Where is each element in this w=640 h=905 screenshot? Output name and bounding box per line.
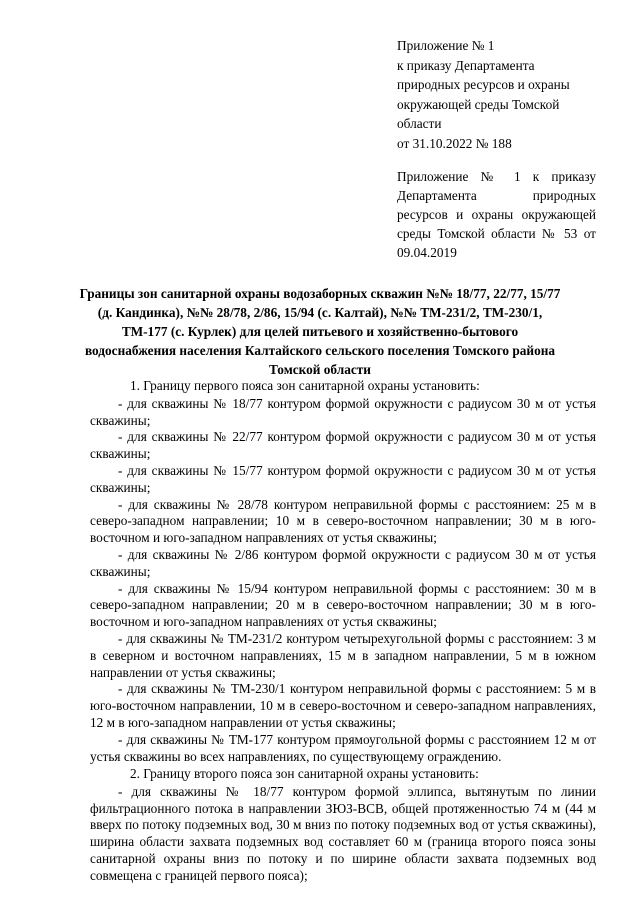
- list-item: - для скважины № 22/77 контуром формой окружности с радиусом 30 м от устья скважины;: [90, 429, 596, 462]
- appendix-line: Приложение № 1: [397, 38, 495, 53]
- appendix-previous: Приложение № 1 к приказу Департамента природных ресурсов и охраны окружающей среды Томской области № 53 от 09.04.2019: [397, 169, 596, 260]
- appendix-line: к приказу Департамента: [397, 57, 535, 73]
- appendix-line: от 31.10.2022 № 188: [397, 135, 512, 151]
- document-title: Границы зон санитарной охраны водозаборных скважин №№ 18/77, 22/77, 15/77 (д. Кандинка), №№ 28/78, 2/86, 15/94 (с. Калтай), №№ ТМ-231/2, ТМ-230/1, ТМ-177 (с. Курлек) для целей питьевого и хозяйственно-бытового водоснабжения населения Калтайского сельского поселения Томского района Томской области: [79, 286, 561, 377]
- section-heading: 2. Границу второго пояса зон санитарной охраны установить:: [130, 766, 479, 781]
- list-item: - для скважины № ТМ-230/1 контуром неправильной формы с расстоянием: 5 м в юго-восточном направлении, 10 м в северо-восточном и северо-западном направлениях, 12 м в юго-западном направлении от устья скважины;: [90, 681, 596, 730]
- list-item: - для скважины № 28/78 контуром неправильной формы с расстоянием: 25 м в северо-западном направлении; 10 м в северо-восточном направлении; 30 м в юго-восточном и юго-западном направлениях от устья скважины;: [90, 496, 596, 546]
- appendix-line: области: [397, 116, 442, 131]
- list-item: - для скважины № 18/77 контуром формой окружности с радиусом 30 м от устья скважины;: [90, 395, 596, 428]
- section-heading: 1. Границу первого пояса зон санитарной охраны установить:: [130, 378, 480, 393]
- list-item: - для скважины № ТМ-231/2 контуром четырехугольной формы с расстоянием: 3 м в северном и восточном направлениях, 15 м в западном направлении, 5 м в южном направлении от устья скважины;: [90, 630, 596, 680]
- appendix-current: [397, 36, 597, 153]
- list-item: - для скважины № 15/77 контуром формой окружности с радиусом 30 м от устья скважины;: [90, 462, 596, 495]
- list-item: - для скважины № 15/94 контуром неправильной формы с расстоянием: 30 м в северо-западном направлении; 20 м в северо-восточном направлении; 30 м в юго-восточном и юго-западном направлениях от устья скважины;: [90, 580, 596, 630]
- list-item: - для скважины № ТМ-177 контуром прямоугольной формы с расстоянием 12 м от устья скважины во всех направлениях, по существующему ограждению.: [90, 731, 596, 764]
- section-first-belt: [90, 378, 596, 765]
- appendix-line: окружающей среды Томской: [397, 96, 560, 112]
- section-second-belt: [90, 766, 596, 885]
- list-item: - для скважины № 2/86 контуром формой окружности с радиусом 30 м от устья скважины;: [90, 546, 596, 579]
- list-item: - для скважины № 18/77 контуром формой эллипса, вытянутым по линии фильтрационного потока в направлении ЗЮЗ-ВСВ, общей протяженностью 74 м (44 м вверх по потоку подземных вод, 30 м вниз по потоку подземных вод от устья скважины), ширина области захвата подземных вод составляет 60 м (граница второго пояса зоны санитарной охраны вниз по потоку и по ширине области захвата подземных вод совмещена с границей первого пояса);: [90, 783, 596, 883]
- appendix-line: природных ресурсов и охраны: [397, 77, 570, 92]
